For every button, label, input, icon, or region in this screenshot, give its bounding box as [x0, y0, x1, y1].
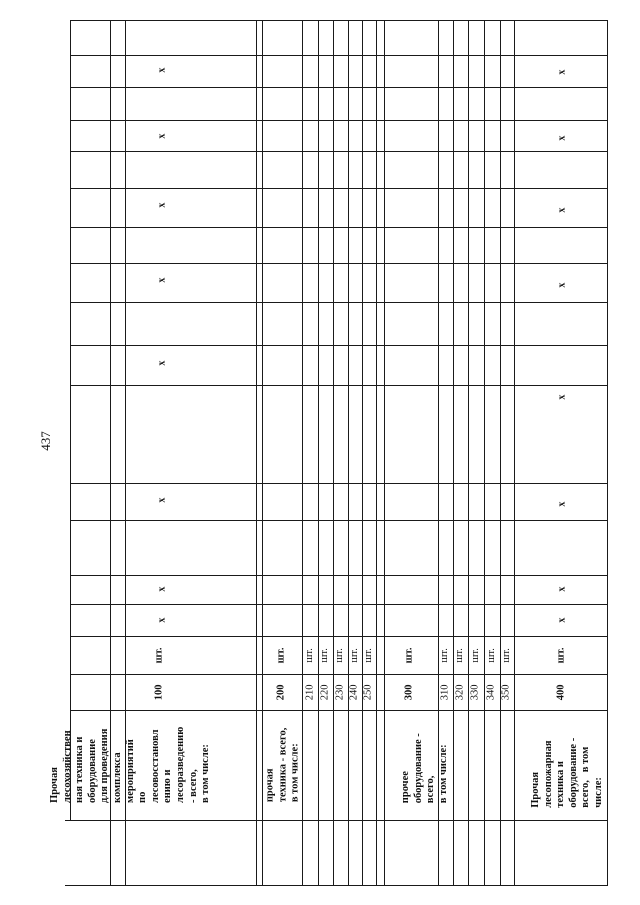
row-400-mark: x	[555, 617, 567, 623]
row-240-code: 240	[348, 684, 360, 700]
row-330-code: 330	[469, 684, 481, 700]
row-line	[348, 20, 349, 886]
row-230-unit: шт.	[334, 647, 346, 663]
row-400-code: 400	[555, 684, 567, 700]
row-250-code: 250	[362, 684, 374, 700]
column-line	[70, 520, 608, 521]
column-line	[70, 636, 608, 637]
row-400-unit: шт.	[555, 647, 567, 663]
row-300-unit: шт.	[403, 647, 415, 663]
row-240-unit: шт.	[348, 647, 360, 663]
column-line	[70, 674, 608, 675]
row-100-name: Прочая лесохозяйствен ная техника и оборудование для проведения комплекса мероприятий по лесовосстановл ению и лесоразведению - всего, в том числе:	[49, 726, 212, 803]
row-220-code: 220	[319, 684, 331, 700]
row-340-unit: шт.	[485, 647, 497, 663]
column-line	[70, 55, 608, 56]
row-210-code: 210	[304, 684, 316, 700]
row-400-mark: x	[555, 501, 567, 507]
column-line	[70, 385, 608, 386]
row-300-name: прочее оборудование - всего, в том числе:	[399, 732, 449, 804]
row-100-mark: x	[155, 617, 167, 623]
table-border-top	[70, 20, 608, 21]
column-line	[70, 345, 608, 346]
row-350-code: 350	[500, 684, 512, 700]
row-340-code: 340	[485, 684, 497, 700]
row-200-name: прочая техника - всего, в том числе:	[264, 727, 301, 803]
column-line	[70, 263, 608, 264]
column-line	[70, 575, 608, 576]
row-230-code: 230	[334, 684, 346, 700]
row-100-mark: x	[155, 360, 167, 366]
row-100-mark: x	[155, 202, 167, 208]
row-100-mark: x	[155, 277, 167, 283]
row-300-code: 300	[403, 684, 415, 700]
table-border-bottom	[65, 885, 608, 886]
row-100-mark: x	[155, 586, 167, 592]
row-330-unit: шт.	[469, 647, 481, 663]
column-line	[65, 820, 608, 821]
row-400-mark: x	[555, 394, 567, 400]
row-320-code: 320	[454, 684, 466, 700]
row-310-unit: шт.	[439, 647, 451, 663]
row-100-code: 100	[153, 684, 165, 700]
column-line	[70, 302, 608, 303]
column-line	[70, 483, 608, 484]
row-400-mark: x	[555, 207, 567, 213]
row-400-mark: x	[555, 69, 567, 75]
row-400-mark: x	[555, 282, 567, 288]
row-100-mark: x	[155, 497, 167, 503]
column-line	[70, 227, 608, 228]
row-250-unit: шт.	[362, 647, 374, 663]
row-210-unit: шт.	[304, 647, 316, 663]
column-line	[70, 87, 608, 88]
row-100-mark: x	[155, 133, 167, 139]
row-line	[362, 20, 363, 886]
row-320-unit: шт.	[454, 647, 466, 663]
column-line	[70, 604, 608, 605]
row-220-unit: шт.	[319, 647, 331, 663]
row-400-name: Прочая лесопожарная техника и оборудование - всего, в том числе:	[530, 737, 605, 809]
row-400-mark: x	[555, 135, 567, 141]
column-line	[70, 188, 608, 189]
page-number: 437	[38, 431, 53, 451]
column-line	[70, 710, 608, 711]
row-100-mark: x	[155, 67, 167, 73]
row-350-unit: шт.	[500, 647, 512, 663]
row-400-mark: x	[555, 586, 567, 592]
row-line	[500, 20, 501, 886]
column-line	[70, 151, 608, 152]
column-line	[70, 120, 608, 121]
table-border-left	[70, 20, 71, 820]
row-100-unit: шт.	[153, 647, 165, 663]
row-310-code: 310	[439, 684, 451, 700]
row-200-unit: шт.	[275, 647, 287, 663]
row-line	[484, 20, 485, 886]
row-200-code: 200	[275, 684, 287, 700]
